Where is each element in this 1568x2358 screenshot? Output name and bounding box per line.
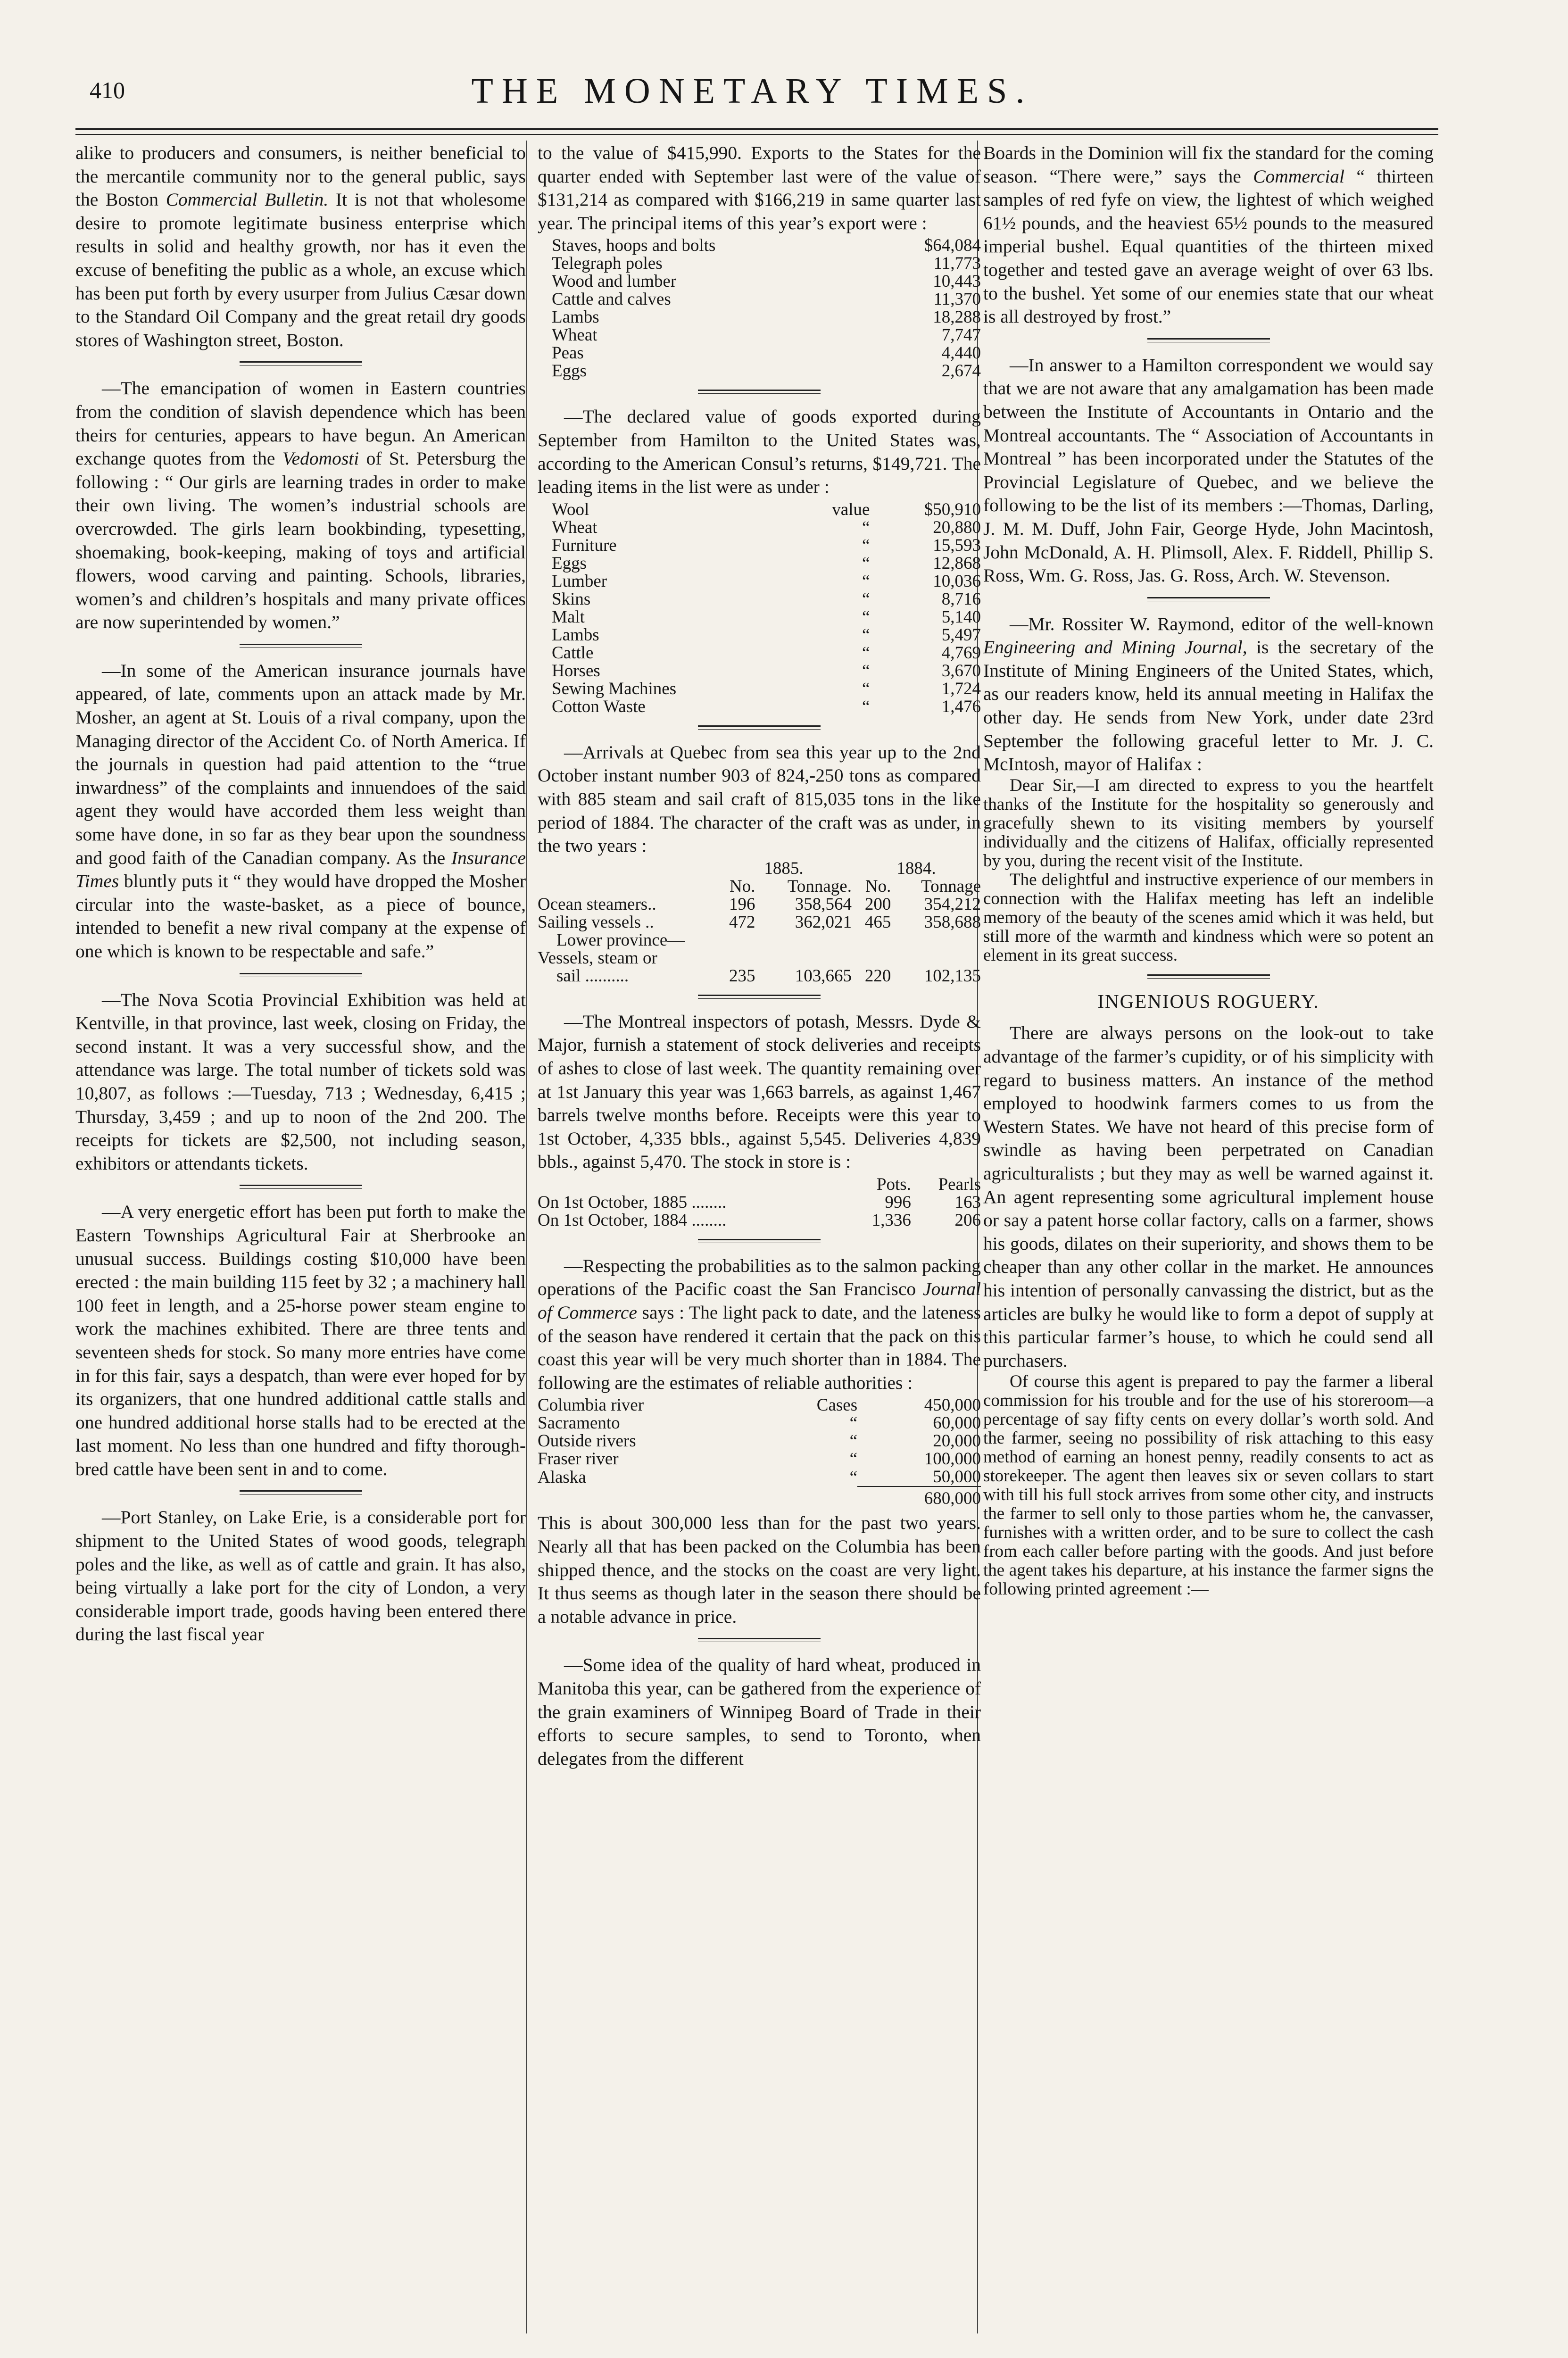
page-number: 410 bbox=[90, 77, 125, 103]
table-cell: 354,212 bbox=[924, 894, 981, 914]
table-cell: 200 bbox=[864, 894, 891, 914]
table-row bbox=[552, 644, 981, 662]
article-paragraph: This is about 300,000 less than for the past two years. Nearly all that has been packed on the Columbia has been shipped thence, and the stocks on the coast are very light. It thus seems as though later in the season there should be a notable advance in price. bbox=[538, 1512, 981, 1627]
table-cell: 102,135 bbox=[924, 966, 981, 986]
table-row bbox=[552, 626, 981, 644]
article-paragraph: —In answer to a Hamilton correspondent we would say that we are not aware that any amalgamation has been made between the Institute of Accountants in Ontario and the Montreal accountants. The “ Association of Accountants in Montreal ” has been incorporated under the Statutes of the Provincial Legislature of Quebec, and we believe the following to be the list of its members :—Thomas, Darling, J. M. M. Duff, John Fair, George Hyde, John Macintosh, John McDonald, A. H. Plimsoll, Alex. F. Riddell, Phillip S. Ross, Wm. G. Ross, Jas. G. Ross, Arch. W. Stevenson. bbox=[983, 354, 1434, 586]
table-cell: Columbia river bbox=[538, 1395, 644, 1415]
table-row bbox=[552, 308, 981, 326]
table-row bbox=[538, 860, 981, 878]
table-cell: “ bbox=[862, 697, 870, 716]
table-cell: 100,000 bbox=[924, 1449, 981, 1469]
table-cell: Sacramento bbox=[538, 1413, 620, 1433]
masthead: THE MONETARY TIMES. bbox=[471, 71, 1033, 111]
article-paragraph: —The emancipation of women in Eastern countries from the condition of slavish dependence which has been theirs for centuries, appears to have begun. An American exchange quotes from the Vedomosti of St. Petersburg the following : “ Our girls are learning trades in order to make their own living. The women’s industrial schools are overcrowded. The girls learn bookbinding, typesetting, shoemaking, book-keeping, making of toys and artificial flowers, wood carving and painting. Schools, libraries, women’s and children’s hospitals and many private offices are now superintended by women.” bbox=[75, 378, 526, 633]
table-cell: “ bbox=[862, 571, 870, 591]
table-cell: 5,140 bbox=[941, 607, 981, 627]
table-cell: 235 bbox=[729, 966, 755, 986]
separator bbox=[698, 725, 821, 730]
table-cell: “ bbox=[849, 1468, 858, 1487]
table-cell: 220 bbox=[864, 966, 891, 986]
table-cell: 103,665 bbox=[795, 966, 852, 986]
table-cell: Wheat bbox=[552, 517, 597, 537]
letter-paragraph: The delightful and instructive experience of our members in connection with the Halifax meeting has left an indelible memory of the beauty of the scenes amid which it was held, but still more of the warmth and kindness which were so potent an element in its great success. bbox=[983, 870, 1434, 965]
separator bbox=[1147, 597, 1270, 601]
article-paragraph: Of course this agent is prepared to pay the farmer a liberal commission for his trouble and for the use of his storeroom—a percentage of say fifty cents on every dollar’s worth sold. And the farmer, seeing no possibility of risk attaching to this easy method of earning an honest penny, readily consents to act as storekeeper. The agent then leaves six or seven collars to start with till his full stock arrives from some other city, and instructs the farmer to sell only to those parties whom he, the canvasser, furnishes with a written order, and to be sure to collect the cash from each caller before parting with the goods. And just before the agent takes his departure, at his instance the farmer signs the following printed agreement :— bbox=[983, 1372, 1434, 1599]
separator bbox=[1147, 338, 1270, 342]
table-row bbox=[552, 537, 981, 555]
table-row bbox=[538, 1414, 981, 1432]
separator bbox=[698, 1638, 821, 1642]
table-cell: 4,440 bbox=[941, 343, 981, 363]
separator bbox=[240, 1490, 362, 1495]
article-paragraph: alike to producers and consumers, is neither beneficial to the mercantile community nor to the general public, says the Boston Commercial Bulletin. It is not that wholesome desire to promote legitimate business enterprise which results in solid and healthy growth, nor has it even the excuse of benefiting the public as a whole, an excuse which has been put forth by every usurper from Julius Cæsar down to the Standard Oil Company and the great retail dry goods stores of Washington street, Boston. bbox=[75, 142, 526, 350]
table-cell: 60,000 bbox=[933, 1413, 981, 1433]
table-cell: Skins bbox=[552, 589, 591, 609]
table-cell: “ bbox=[862, 517, 870, 537]
table-cell: Fraser river bbox=[538, 1449, 619, 1469]
table-row bbox=[552, 519, 981, 537]
separator bbox=[240, 644, 362, 648]
section-heading: INGENIOUS ROGUERY. bbox=[1097, 990, 1319, 1012]
table-cell: 362,021 bbox=[795, 912, 852, 932]
table-cell: On 1st October, 1885 ........ bbox=[538, 1192, 727, 1212]
table-cell: “ bbox=[862, 661, 870, 681]
table-row bbox=[538, 1212, 981, 1229]
table-cell: “ bbox=[849, 1449, 858, 1469]
column-header: Pots. bbox=[876, 1174, 911, 1194]
table-cell: On 1st October, 1884 ........ bbox=[538, 1210, 727, 1230]
table-cell: Horses bbox=[552, 661, 600, 681]
separator bbox=[698, 390, 821, 394]
table-row bbox=[552, 680, 981, 698]
table-row bbox=[538, 967, 981, 985]
table-cell: 4,769 bbox=[941, 643, 981, 663]
table-cell: “ bbox=[862, 643, 870, 663]
table-cell: Sailing vessels .. bbox=[538, 912, 654, 932]
column-1 bbox=[75, 141, 526, 2349]
table-cell: Malt bbox=[552, 607, 585, 627]
table-cell: Peas bbox=[552, 343, 584, 363]
year-label: 1884. bbox=[896, 858, 936, 878]
table-cell: 7,747 bbox=[941, 325, 981, 345]
table-cell: “ bbox=[862, 607, 870, 627]
table-cell: 8,716 bbox=[941, 589, 981, 609]
table-cell: “ bbox=[849, 1431, 858, 1451]
table-cell: “ bbox=[862, 589, 870, 609]
table-cell: 20,000 bbox=[933, 1431, 981, 1451]
table-cell: $50,910 bbox=[924, 499, 981, 519]
table-cell: 163 bbox=[954, 1192, 981, 1212]
table-cell: Wheat bbox=[552, 325, 597, 345]
table-cell: “ bbox=[862, 625, 870, 645]
table-row bbox=[552, 344, 981, 362]
table-row bbox=[538, 1468, 981, 1486]
table-row bbox=[552, 662, 981, 680]
table-cell: Wood and lumber bbox=[552, 272, 677, 291]
table-cell: 996 bbox=[885, 1192, 911, 1212]
separator bbox=[240, 973, 362, 977]
table-cell: 5,497 bbox=[941, 625, 981, 645]
table-cell: sail .......... bbox=[556, 966, 629, 986]
hamilton-table bbox=[552, 501, 981, 716]
table-cell: Eggs bbox=[552, 553, 587, 573]
header-rule-thin bbox=[75, 134, 1438, 135]
table-cell: 11,370 bbox=[933, 290, 981, 309]
table-cell: “ bbox=[862, 535, 870, 555]
table-row bbox=[538, 896, 981, 913]
article-paragraph: —The Montreal inspectors of potash, Messrs. Dyde & Major, furnish a statement of stock deliveries and receipts of ashes to close of last week. The quantity remaining over at 1st January this year was 1,663 barrels, as against 1,467 barrels twelve months before. Receipts were this year to 1st October, 4,335 bbls., against 5,545. Deliveries 4,839 bbls., against 5,470. The stock in store is : bbox=[538, 1011, 981, 1172]
table-row bbox=[552, 573, 981, 590]
table-cell: Furniture bbox=[552, 535, 617, 555]
article-paragraph: —The declared value of goods exported during September from Hamilton to the United States was, according to the American Consul’s returns, $149,721. The leading items in the list were as under : bbox=[538, 406, 981, 498]
table-cell: “ bbox=[862, 553, 870, 573]
table-cell: 1,336 bbox=[871, 1210, 911, 1230]
export-table bbox=[552, 237, 981, 380]
table-cell: Lumber bbox=[552, 571, 607, 591]
salmon-table bbox=[538, 1396, 981, 1508]
column-header: Pearls bbox=[938, 1174, 981, 1194]
column-divider bbox=[526, 141, 527, 2333]
table-cell: 450,000 bbox=[924, 1395, 981, 1415]
potash-table bbox=[538, 1176, 981, 1229]
table-cell: Eggs bbox=[552, 361, 587, 381]
table-cell: 20,880 bbox=[933, 517, 981, 537]
article-paragraph: —The Nova Scotia Provincial Exhibition was held at Kentville, in that province, last week, closing on Friday, the second instant. It was a very successful show, and the attendance was large. The total number of tickets sold was 10,807, as follows :—Tuesday, 713 ; Wednesday, 6,415 ; Thursday, 3,459 ; and up to noon of the 2nd 200. The receipts for tickets are $2,500, not including season, exhibitors or attendants tickets. bbox=[75, 989, 526, 1174]
column-header: No. bbox=[730, 876, 755, 896]
table-cell: “ bbox=[862, 679, 870, 698]
table-row bbox=[552, 273, 981, 291]
table-cell: Staves, hoops and bolts bbox=[552, 236, 716, 256]
salmon-total: 680,000 bbox=[857, 1486, 981, 1508]
table-cell: 18,288 bbox=[933, 307, 981, 327]
column-header: Tonnage bbox=[921, 876, 981, 896]
table-row bbox=[538, 931, 981, 949]
separator bbox=[1147, 974, 1270, 979]
article-paragraph: to the value of $415,990. Exports to the States for the quarter ended with September last were of the value of $131,214 as compared with $166,219 in same quarter last year. The principal items of this year’s export were : bbox=[538, 142, 981, 233]
article-paragraph: —Respecting the probabilities as to the salmon packing operations of the Pacific coast the San Francisco Journal of Commerce says : The light pack to date, and the lateness of the season have rendered it certain that the pack on this coast this year will be very much shorter than in 1884. The following are the estimates of reliable authorities : bbox=[538, 1255, 981, 1393]
table-cell: 472 bbox=[729, 912, 755, 932]
table-cell: Cattle bbox=[552, 643, 594, 663]
table-cell: 11,773 bbox=[933, 254, 981, 274]
year-label: 1885. bbox=[764, 858, 804, 878]
separator bbox=[698, 995, 821, 999]
table-cell: 10,443 bbox=[933, 272, 981, 291]
table-cell: Lambs bbox=[552, 625, 599, 645]
table-cell: 206 bbox=[954, 1210, 981, 1230]
table-row bbox=[538, 949, 981, 967]
table-cell: Cotton Waste bbox=[552, 697, 646, 716]
table-row bbox=[538, 913, 981, 931]
article-paragraph: —A very energetic effort has been put forth to make the Eastern Townships Agricultural Fair at Sherbrooke an unusual success. Buildings costing $10,000 have been erected : the main building 115 feet by 32 ; a machinery hall 100 feet in length, and a 25-horse power steam engine to work the machines exhibited. There are three tents and seventeen sheds for stock. So many more entries have come in for this fair, says a despatch, than were ever hoped for by its organizers, that one hundred additional cattle stalls and one hundred additional horse stalls had to be erected at the last moment. No less than one hundred and fifty thorough-bred cattle have been sent in and to come. bbox=[75, 1201, 526, 1479]
table-cell: 50,000 bbox=[933, 1467, 981, 1487]
table-cell: “ bbox=[849, 1413, 858, 1433]
table-row bbox=[552, 291, 981, 308]
table-row bbox=[552, 362, 981, 380]
article-paragraph: —Port Stanley, on Lake Erie, is a considerable port for shipment to the United States of wood goods, telegraph poles and the like, as well as of cattle and grain. It has also, being virtually a lake port for the city of London, a very considerable import trade, goods having been entered there during the last fiscal year bbox=[75, 1507, 526, 1645]
table-cell: Cases bbox=[816, 1395, 858, 1415]
table-cell: 196 bbox=[729, 894, 755, 914]
table-cell: Alaska bbox=[538, 1468, 586, 1487]
table-cell: Cattle and calves bbox=[552, 290, 671, 309]
table-cell: 358,688 bbox=[924, 912, 981, 932]
table-cell: Sewing Machines bbox=[552, 679, 677, 698]
table-row bbox=[552, 590, 981, 608]
table-cell: Wool bbox=[552, 499, 589, 519]
table-row bbox=[552, 237, 981, 255]
separator bbox=[240, 361, 362, 365]
table-cell: 1,724 bbox=[941, 679, 981, 698]
table-row bbox=[538, 1432, 981, 1450]
table-cell: Telegraph poles bbox=[552, 254, 663, 274]
quebec-table bbox=[538, 860, 981, 985]
table-cell: 12,868 bbox=[933, 553, 981, 573]
table-row bbox=[538, 1450, 981, 1468]
article-paragraph: —Some idea of the quality of hard wheat, produced in Manitoba this year, can be gathered from the experience of the grain examiners of Winnipeg Board of Trade in their efforts to secure samples, to send to Toronto, when delegates from the different bbox=[538, 1654, 981, 1769]
page-header bbox=[75, 71, 1429, 127]
column-header: Tonnage. bbox=[787, 876, 852, 896]
article-paragraph: Boards in the Dominion will fix the standard for the coming season. “There were,” says the Commercial “ thirteen samples of red fyfe on view, the lightest of which weighed 61½ pounds, and the heaviest 65½ pounds to the measured imperial bushel. Equal quantities of the thirteen mixed together and tested gave an average weight of over 63 lbs. to the bushel. Yet some of our enemies state that our wheat is all destroyed by frost.” bbox=[983, 142, 1434, 327]
table-row bbox=[538, 1396, 981, 1414]
table-row bbox=[538, 878, 981, 896]
table-cell: Vessels, steam or bbox=[538, 948, 657, 968]
table-row bbox=[552, 608, 981, 626]
table-cell: 10,036 bbox=[933, 571, 981, 591]
table-cell: 358,564 bbox=[795, 894, 852, 914]
table-row bbox=[552, 698, 981, 716]
table-cell: $64,084 bbox=[924, 236, 981, 256]
column-3 bbox=[983, 141, 1434, 2349]
table-cell: 3,670 bbox=[941, 661, 981, 681]
table-cell: value bbox=[832, 499, 870, 519]
separator bbox=[240, 1185, 362, 1189]
letter-paragraph: Dear Sir,—I am directed to express to you the heartfelt thanks of the Institute for the hospitality so generously and gracefully shewn to its visiting members by yourself individually and the citizens of Halifax, officially represented by you, during the recent visit of the Institute. bbox=[983, 775, 1434, 871]
table-row bbox=[552, 555, 981, 573]
table-cell: Ocean steamers.. bbox=[538, 894, 656, 914]
table-row bbox=[552, 326, 981, 344]
table-row bbox=[538, 1194, 981, 1212]
header-rule bbox=[75, 128, 1438, 130]
table-cell: 1,476 bbox=[941, 697, 981, 716]
table-cell: Lower province— bbox=[556, 930, 685, 950]
column-2 bbox=[538, 141, 981, 2349]
table-cell: Outside rivers bbox=[538, 1431, 636, 1451]
table-row bbox=[538, 1176, 981, 1194]
table-cell: 15,593 bbox=[933, 535, 981, 555]
article-paragraph: —Mr. Rossiter W. Raymond, editor of the well-known Engineering and Mining Journal, is the secretary of the Institute of Mining Engineers of the United States, which, as our readers know, held its annual meeting in Halifax the other day. He sends from New York, under date 23rd September the following graceful letter to Mr. J. C. McIntosh, mayor of Halifax : bbox=[983, 613, 1434, 775]
table-row bbox=[552, 501, 981, 519]
table-cell: 2,674 bbox=[941, 361, 981, 381]
separator bbox=[698, 1239, 821, 1243]
column-header: No. bbox=[865, 876, 891, 896]
article-paragraph: —Arrivals at Quebec from sea this year up to the 2nd October instant number 903 of 824,-250 tons as compared with 885 steam and sail craft of 815,035 tons in the like period of 1884. The character of the craft was as under, in the two years : bbox=[538, 741, 981, 856]
table-row bbox=[538, 1486, 981, 1508]
article-paragraph: —In some of the American insurance journals have appeared, of late, comments upon an attack made by Mr. Mosher, an agent at St. Louis of a rival company, upon the Managing director of the Accident Co. of North America. If the journals in question had paid attention to the “true inwardness” of the complaints and innuendoes of the said agent they would have accorded them less weight than some have done, in so far as they bear upon the soundness and good faith of the Canadian company. As the Insurance Times bluntly puts it “ they would have dropped the Mosher circular into the waste-basket, as a piece of bounce, intended to benefit a new rival company at the expense of one which is known to be respectable and safe.” bbox=[75, 660, 526, 962]
table-cell: Lambs bbox=[552, 307, 599, 327]
table-cell: 465 bbox=[864, 912, 891, 932]
table-row bbox=[552, 255, 981, 273]
article-paragraph: There are always persons on the look-out to take advantage of the farmer’s cupidity, or of his simplicity with regard to business matters. An instance of the method employed to hoodwink farmers comes to us from the Western States. We have not heard of this precise form of swindle as having been perpetrated on Canadian agriculturalists ; but they may as well be warned against it. An agent representing some agricultural implement house or say a patent horse collar factory, calls on a farmer, shows his goods, dilates on their superiority, and shows them to be cheaper than any other collar in the market. He announces his intention of personally canvassing the district, but as the articles are bulky he would like to form a depot of supply at this particular farmer’s house, to which he could send all purchasers. bbox=[983, 1022, 1434, 1371]
